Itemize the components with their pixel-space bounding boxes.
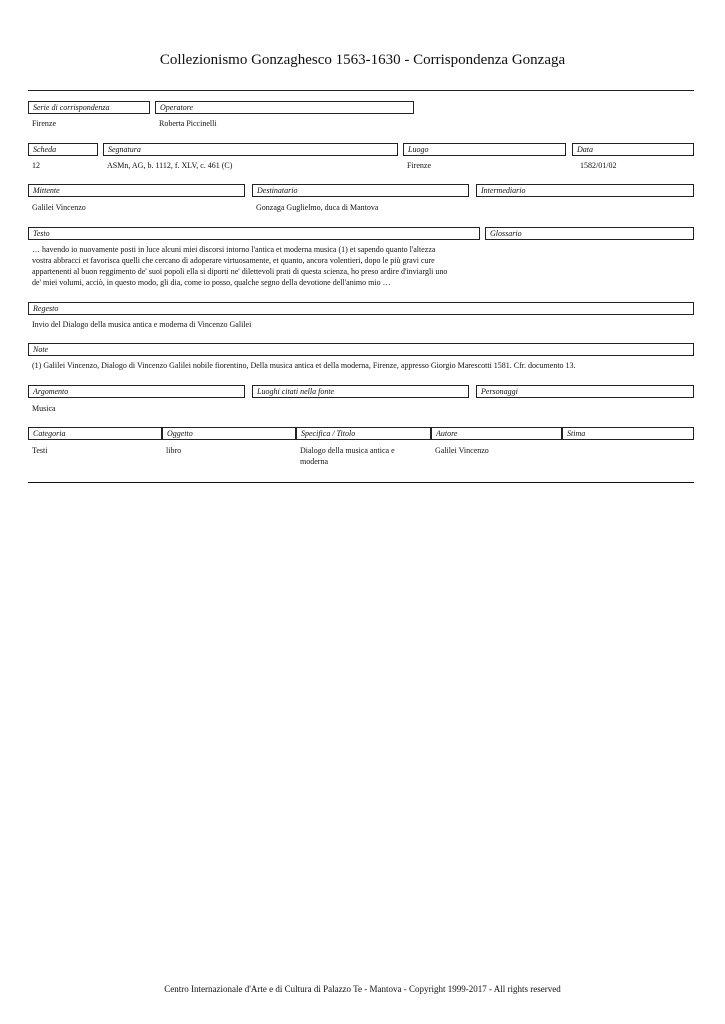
luoghi-label: Luoghi citati nella fonte bbox=[252, 385, 469, 398]
serie-value: Firenze bbox=[32, 119, 56, 128]
testo-line: … havendo io nuovamente posti in luce alcuni miei discorsi intorno l'antica et moderna musica (1) et sapendo quanto l'altezza bbox=[32, 245, 436, 254]
testo-line: de' miei volumi, acciò, in questo modo, gli dia, come io posso, qualche segno della devotione dell'animo mio … bbox=[32, 278, 391, 287]
autore-label: Autore bbox=[431, 427, 562, 440]
categoria-value: Testi bbox=[32, 446, 48, 455]
autore-value: Galilei Vincenzo bbox=[435, 446, 489, 455]
oggetto-value: libro bbox=[166, 446, 182, 455]
luogo-label: Luogo bbox=[403, 143, 566, 156]
specifica-label: Specifica / Titolo bbox=[296, 427, 431, 440]
note-label: Note bbox=[28, 343, 694, 356]
stima-label: Stima bbox=[562, 427, 694, 440]
argomento-value: Musica bbox=[32, 404, 56, 413]
top-divider bbox=[28, 90, 694, 91]
glossario-label: Glossario bbox=[485, 227, 694, 240]
footer-copyright: Centro Internazionale d'Arte e di Cultura di Palazzo Te - Mantova - Copyright 1999-2017 - All rights reserved bbox=[164, 984, 561, 994]
specifica-value-line: moderna bbox=[300, 457, 328, 466]
mittente-value: Galilei Vincenzo bbox=[32, 203, 86, 212]
page-title: Collezionismo Gonzaghesco 1563-1630 - Corrispondenza Gonzaga bbox=[159, 52, 566, 68]
operatore-value: Roberta Piccinelli bbox=[159, 119, 217, 128]
scheda-value: 12 bbox=[32, 161, 40, 170]
intermediario-label: Intermediario bbox=[476, 184, 694, 197]
scheda-label: Scheda bbox=[28, 143, 98, 156]
segnatura-value: ASMn, AG, b. 1112, f. XLV, c. 461 (C) bbox=[107, 161, 233, 170]
regesto-value: Invio del Dialogo della musica antica e moderna di Vincenzo Galilei bbox=[32, 320, 252, 329]
destinatario-label: Destinatario bbox=[252, 184, 469, 197]
data-value: 1582/01/02 bbox=[580, 161, 617, 170]
serie-label: Serie di corrispondenza bbox=[28, 101, 150, 114]
segnatura-label: Segnatura bbox=[103, 143, 398, 156]
bottom-divider bbox=[28, 482, 694, 483]
testo-label: Testo bbox=[28, 227, 480, 240]
luogo-value: Firenze bbox=[407, 161, 431, 170]
personaggi-label: Personaggi bbox=[476, 385, 694, 398]
testo-line: appartenenti al buon reggimento de' suoi popoli ella si diporti ne' dilettevoli prati di questa scienza, ho preso ardire d'inviargli uno bbox=[32, 267, 448, 276]
mittente-label: Mittente bbox=[28, 184, 245, 197]
testo-line: vostra abbracci et favorisca quelli che cercano di adoperare virtuosamente, et quanto, ancora volentieri, dopo le più gravi cure bbox=[32, 256, 435, 265]
data-label: Data bbox=[572, 143, 694, 156]
regesto-label: Regesto bbox=[28, 302, 694, 315]
operatore-label: Operatore bbox=[155, 101, 414, 114]
categoria-label: Categoria bbox=[28, 427, 162, 440]
argomento-label: Argomento bbox=[28, 385, 245, 398]
note-value: (1) Galilei Vincenzo, Dialogo di Vincenzo Galilei nobile fiorentino, Della musica antica et della moderna, Firenze, appresso Giorgio Marescotti 1581. Cfr. documento 13. bbox=[32, 361, 576, 370]
destinatario-value: Gonzaga Guglielmo, duca di Mantova bbox=[256, 203, 379, 212]
oggetto-label: Oggetto bbox=[162, 427, 296, 440]
specifica-value-line: Dialogo della musica antica e bbox=[300, 446, 395, 455]
